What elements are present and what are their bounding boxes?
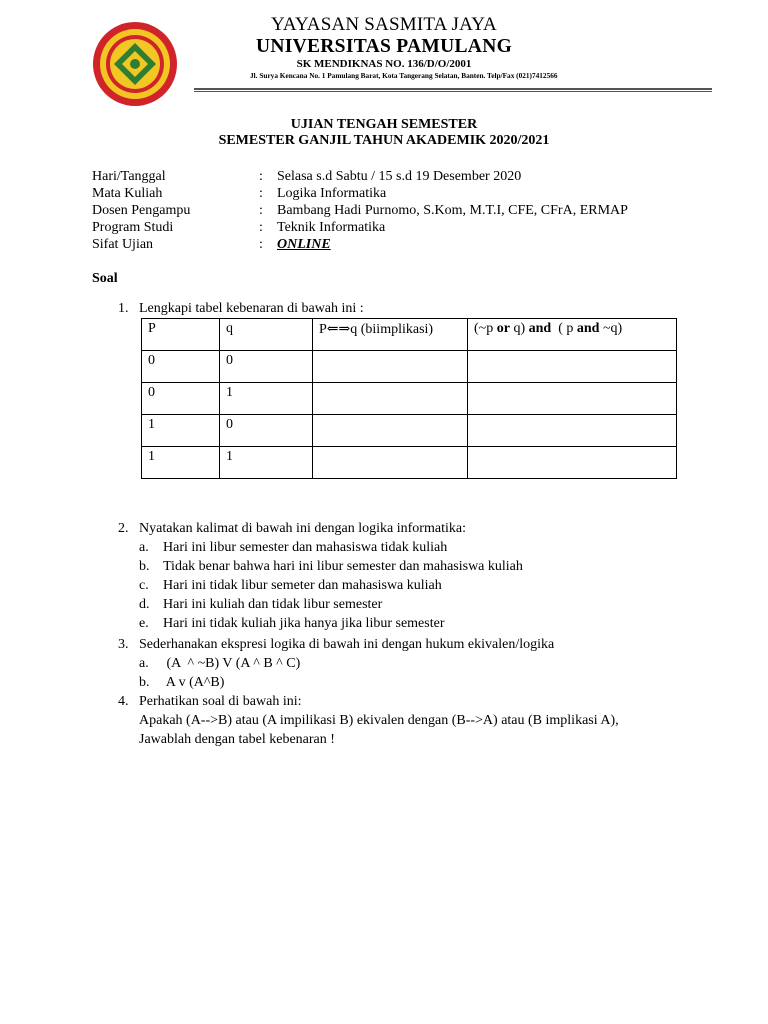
info-label: Program Studi [92, 220, 174, 235]
info-row [92, 168, 628, 185]
question-number: 3. [118, 637, 129, 652]
decree-number: SK MENDIKNAS NO. 136/D/O/2001 [296, 58, 472, 70]
list-item [139, 557, 523, 576]
question-text: Sederhanakan ekspresi logika di bawah ini dengan hukum ekivalen/logika [139, 637, 555, 652]
list-item [139, 673, 554, 692]
question-2 [118, 519, 523, 633]
table-header-row [142, 319, 677, 351]
list-item [139, 595, 523, 614]
info-value: Teknik Informatika [277, 220, 386, 235]
truth-table [141, 318, 677, 479]
info-value: Logika Informatika [277, 186, 387, 201]
info-label: Hari/Tanggal [92, 169, 166, 184]
exam-subtitle: SEMESTER GANJIL TAHUN AKADEMIK 2020/2021 [218, 133, 550, 148]
exam-title: UJIAN TENGAH SEMESTER [290, 117, 478, 132]
table-cell: 1 [142, 447, 220, 479]
item-letter: a. [139, 656, 149, 671]
item-text: (A ^ ~B) V (A ^ B ^ C) [163, 656, 301, 671]
university-name: UNIVERSITAS PAMULANG [255, 36, 513, 57]
question-text: Perhatikan soal di bawah ini: [139, 694, 302, 709]
table-cell [468, 415, 677, 447]
table-row [142, 351, 677, 383]
column-header: q [220, 319, 313, 351]
question-line: Jawablah dengan tabel kebenaran ! [139, 732, 335, 747]
exam-info [92, 168, 628, 253]
table-cell [313, 415, 468, 447]
column-header: P [142, 319, 220, 351]
item-letter: b. [139, 675, 150, 690]
table-cell: 0 [142, 351, 220, 383]
table-row [142, 415, 677, 447]
item-letter: d. [139, 597, 150, 612]
question-number: 1. [118, 301, 129, 316]
info-row [92, 202, 628, 219]
table-cell [313, 351, 468, 383]
item-text: A v (A^B) [163, 675, 225, 690]
info-label: Sifat Ujian [92, 237, 154, 252]
info-row [92, 185, 628, 202]
list-item [139, 576, 523, 595]
info-separator: : [259, 220, 263, 235]
table-cell: 0 [220, 415, 313, 447]
item-text: Tidak benar bahwa hari ini libur semester dan mahasiswa kuliah [163, 559, 523, 574]
info-label: Dosen Pengampu [92, 203, 191, 218]
soal-heading: Soal [92, 271, 118, 286]
question-text: Lengkapi tabel kebenaran di bawah ini : [139, 301, 364, 316]
table-cell [468, 383, 677, 415]
table-cell: 1 [220, 383, 313, 415]
question-4 [118, 692, 619, 749]
info-value: Selasa s.d Sabtu / 15 s.d 19 Desember 2020 [277, 169, 522, 184]
info-row [92, 236, 628, 253]
table-cell: 0 [142, 383, 220, 415]
question-3 [118, 635, 554, 692]
item-text: Hari ini tidak libur semeter dan mahasiswa kuliah [163, 578, 442, 593]
header-rule [194, 88, 712, 90]
table-cell [468, 351, 677, 383]
item-letter: c. [139, 578, 149, 593]
table-cell: 0 [220, 351, 313, 383]
list-item [139, 538, 523, 557]
table-cell [313, 383, 468, 415]
item-letter: e. [139, 616, 149, 631]
table-cell: 1 [220, 447, 313, 479]
info-separator: : [259, 237, 263, 252]
table-cell: 1 [142, 415, 220, 447]
foundation-name: YAYASAN SASMITA JAYA [271, 14, 497, 35]
sub-item-list [139, 654, 554, 692]
info-separator: : [259, 186, 263, 201]
university-address: Jl. Surya Kencana No. 1 Pamulang Barat, Kota Tangerang Selatan, Banten. Telp/Fax (021)7412566 [250, 71, 558, 80]
question-text: Nyatakan kalimat di bawah ini dengan logika informatika: [139, 521, 466, 536]
table-row [142, 447, 677, 479]
table-cell [313, 447, 468, 479]
item-text: Hari ini kuliah dan tidak libur semester [163, 597, 383, 612]
question-1 [118, 299, 364, 318]
list-item [139, 614, 523, 633]
exam-mode: ONLINE [277, 237, 331, 252]
table-cell [468, 447, 677, 479]
question-number: 4. [118, 694, 129, 709]
question-number: 2. [118, 521, 129, 536]
question-line: Apakah (A-->B) atau (A impilikasi B) ekivalen dengan (B-->A) atau (B implikasi A), [139, 713, 619, 728]
table-row [142, 383, 677, 415]
info-separator: : [259, 169, 263, 184]
info-separator: : [259, 203, 263, 218]
header-rule-thin [194, 91, 712, 92]
column-header: P⇐⇒q (biimplikasi) [313, 319, 468, 351]
info-row [92, 219, 628, 236]
university-logo [92, 21, 178, 107]
item-text: Hari ini tidak kuliah jika hanya jika libur semester [163, 616, 445, 631]
item-letter: b. [139, 559, 150, 574]
column-header: (~p or q) and ( p and ~q) [468, 319, 677, 351]
list-item [139, 654, 554, 673]
info-label: Mata Kuliah [92, 186, 163, 201]
info-value: Bambang Hadi Purnomo, S.Kom, M.T.I, CFE, CFrA, ERMAP [277, 203, 628, 218]
sub-item-list [139, 538, 523, 633]
item-text: Hari ini libur semester dan mahasiswa tidak kuliah [163, 540, 448, 555]
item-letter: a. [139, 540, 149, 555]
